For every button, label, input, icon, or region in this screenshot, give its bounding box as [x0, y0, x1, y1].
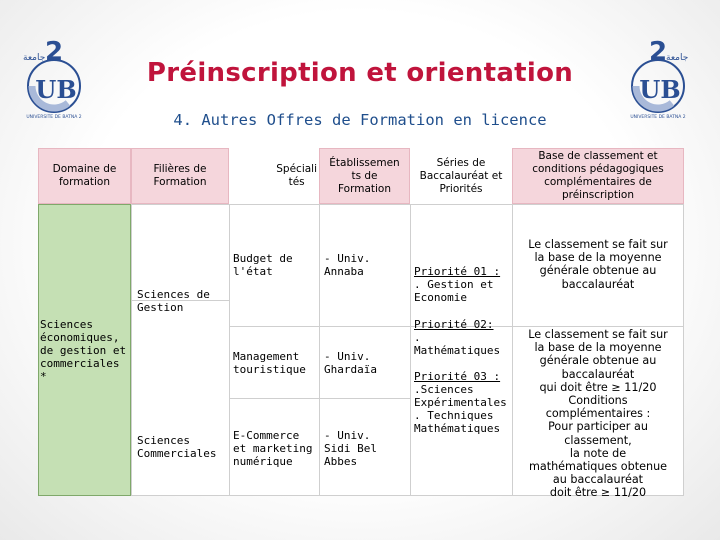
etablissement-ghardaia: - Univ. Ghardaïa	[324, 350, 377, 376]
priorite-01-label: Priorité 01 :	[414, 265, 501, 278]
priorite-03-text: .Sciences Expérimentales . Techniques Mathématiques	[414, 383, 507, 435]
specialite-budget: Budget de l'état	[233, 252, 293, 278]
header-etablissements: Établissemen ts de Formation	[319, 148, 410, 204]
header-series: Séries de Baccalauréat et Priorités	[410, 148, 512, 204]
col-divider	[319, 204, 320, 496]
page-title: Préinscription et orientation	[146, 58, 574, 88]
svg-text:UB: UB	[639, 75, 681, 104]
svg-text:UB: UB	[35, 75, 77, 104]
base-classement-1: Le classement se fait sur la base de la moyenne générale obtenue au baccalauréat	[528, 238, 668, 291]
logo-arabic-left: جامعة	[23, 53, 46, 63]
header-base: Base de classement et conditions pédagogiques complémentaires de préinscription	[512, 148, 684, 204]
specialite-ecommerce: E-Commerce et marketing numérique	[233, 429, 313, 468]
col-divider	[512, 204, 513, 496]
logo-arabic-right: جامعة	[666, 53, 689, 63]
header-domaine: Domaine de formation	[38, 148, 131, 204]
etablissement-sidi-bel-abbes: - Univ. Sidi Bel Abbes	[324, 429, 377, 468]
etablissement-annaba: - Univ. Annaba	[324, 252, 371, 278]
filiere-commerciales: Sciences Commerciales	[137, 434, 217, 460]
col-divider	[229, 204, 230, 496]
base-classement-2: Le classement se fait sur la base de la moyenne générale obtenue au baccalauréat qui doit être ≥ 11/20 Conditions complémentaires : Pour participer au classement, la note de mathématiques obtenue au baccalauréat doit être ≥ 11/20	[528, 328, 668, 500]
svg-text:2: 2	[648, 40, 668, 67]
svg-text:2: 2	[44, 40, 64, 67]
row-divider	[229, 398, 410, 399]
priorite-02-text: . Mathématiques	[414, 331, 501, 357]
domaine-text: Sciences économiques, de gestion et commerciales *	[40, 318, 127, 383]
priorite-02-label: Priorité 02:	[414, 318, 494, 331]
page-subtitle: 4. Autres Offres de Formation en licence	[173, 111, 547, 129]
svg-text:UNIVERSITE DE BATNA 2: UNIVERSITE DE BATNA 2	[630, 115, 686, 120]
priorite-03-label: Priorité 03 :	[414, 370, 501, 383]
svg-text:UNIVERSITE DE BATNA 2: UNIVERSITE DE BATNA 2	[26, 115, 82, 120]
col-divider	[410, 204, 411, 496]
priorite-01-text: . Gestion et Economie	[414, 278, 494, 304]
header-specialites: Spéciali tés	[229, 148, 319, 204]
header-filieres: Filières de Formation	[131, 148, 229, 204]
filiere-gestion: Sciences de Gestion	[137, 288, 210, 314]
specialite-management: Management touristique	[233, 350, 306, 376]
